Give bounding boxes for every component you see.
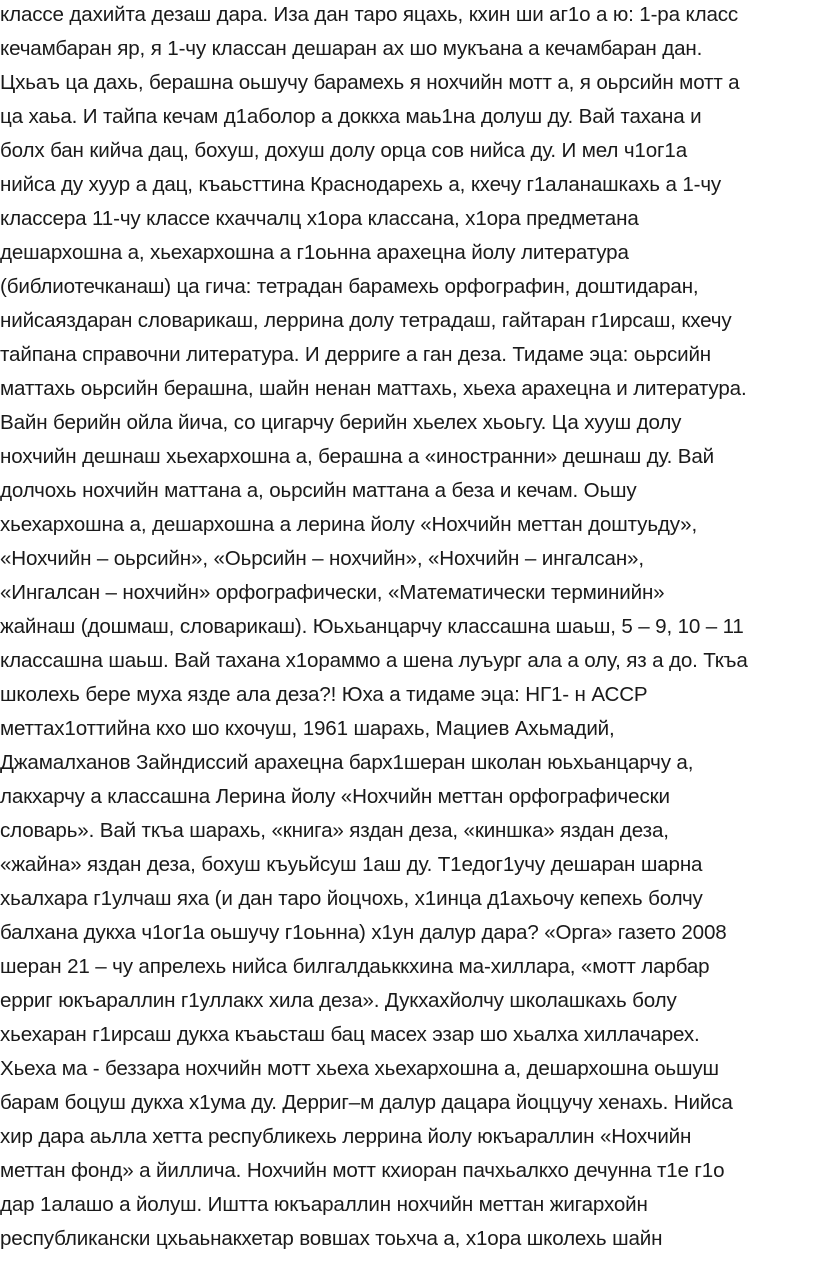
text-line: дешархошна а, хьехархошна а г1оьнна арахецна йолу литература	[0, 241, 629, 264]
text-line: «жайна» яздан деза, бохуш къуьйсуш 1аш ду. Т1едог1учу дешаран шарна	[0, 853, 703, 876]
text-line: жайнаш (дошмаш, словарикаш). Юьхьанцарчу классашна шаьш, 5 – 9, 10 – 11	[0, 615, 744, 638]
text-line: республикански цхьаьнакхетар вовшах тоьхча а, х1ора школехь шайн	[0, 1227, 663, 1250]
text-line: тайпана справочни литература. И дерриге а ган деза. Тидаме эца: оьрсийн	[0, 343, 712, 366]
text-line: болх бан кийча дац, бохуш, дохуш долу орца сов нийса ду. И мел ч1ог1а	[0, 139, 687, 162]
text-line: Цхьаъ ца дахь, берашна оьшучу барамехь я нохчийн мотт а, я оьрсийн мотт а	[0, 71, 740, 94]
text-line: классера 11-чу классе кхаччалц х1ора классана, х1ора предметана	[0, 207, 639, 230]
text-line: хьехархошна а, дешархошна а лерина йолу «Нохчийн меттан доштуьду»,	[0, 513, 698, 536]
text-line: нийса ду хуур а дац, къаьсттина Краснодарехь а, кхечу г1аланашкахь а 1-чу	[0, 173, 722, 196]
text-line: Джамалханов Зайндиссий арахецна барх1шеран школан юьхьанцарчу а,	[0, 751, 694, 774]
text-line: (библиотечканаш) ца гича: тетрадан барамехь орфографин, доштидаран,	[0, 275, 699, 298]
text-line: ца хаьа. И тайпа кечам д1аболор а доккха маь1на долуш ду. Вай тахана и	[0, 105, 702, 128]
text-line: маттахь оьрсийн берашна, шайн ненан маттахь, хьеха арахецна и литература.	[0, 377, 747, 400]
text-line: дар 1алашо а йолуш. Иштта юкъараллин нохчийн меттан жигархойн	[0, 1193, 648, 1216]
text-line: шеран 21 – чу апрелехь нийса билгалдаьккхина ма-хиллара, «мотт ларбар	[0, 955, 710, 978]
text-line: школехь бере муха язде ала деза?! Юха а тидаме эца: НГ1- н АССР	[0, 683, 648, 706]
text-line: кечамбаран яр, я 1-чу классан дешаран ах шо мукъана а кечамбаран дан.	[0, 37, 703, 60]
text-line: «Нохчийн – оьрсийн», «Оьрсийн – нохчийн», «Нохчийн – ингалсан»,	[0, 547, 644, 570]
text-line: нохчийн дешнаш хьехархошна а, берашна а «иностранни» дешнаш ду. Вай	[0, 445, 714, 468]
text-line: хир дара аьлла хетта республикехь леррина йолу юкъараллин «Нохчийн	[0, 1125, 692, 1148]
text-line: барам боцуш дукха х1ума ду. Дерриг–м далур дацара йоццучу хенахь. Нийса	[0, 1091, 733, 1114]
text-line: Хьеха ма - беззара нохчийн мотт хьеха хьехархошна а, дешархошна оьшуш	[0, 1057, 719, 1080]
text-line: балхана дукха ч1ог1а оьшучу г1оьнна) х1ун далур дара? «Орга» газето 2008	[0, 921, 727, 944]
text-line: классашна шаьш. Вай тахана х1ораммо а шена луъург ала а олу, яз а до. Ткъа	[0, 649, 748, 672]
text-line: словарь». Вай ткъа шарахь, «книга» яздан деза, «киншка» яздан деза,	[0, 819, 669, 842]
text-line: Вайн берийн ойла йича, со цигарчу берийн хьелех хьоьгу. Ца хууш долу	[0, 411, 682, 434]
text-line: «Ингалсан – нохчийн» орфографически, «Математически терминийн»	[0, 581, 665, 604]
text-line: лакхарчу а классашна Лерина йолу «Нохчийн меттан орфографически	[0, 785, 670, 808]
text-line: хьалхара г1улчаш яха (и дан таро йоцчохь, х1инца д1ахьочу кепехь болчу	[0, 887, 703, 910]
text-line: классе дахийта дезаш дара. Иза дан таро яцахь, кхин ши аг1о а ю: 1-ра класс	[0, 3, 739, 26]
text-line: нийсаяздаран словарикаш, леррина долу тетрадаш, гайтаран г1ирсаш, кхечу	[0, 309, 732, 332]
text-line: ерриг юкъараллин г1уллакх хила деза». Дукхахйолчу школашкахь болу	[0, 989, 677, 1012]
text-line: меттах1оттийна кхо шо кхочуш, 1961 шарахь, Мациев Ахьмадий,	[0, 717, 615, 740]
text-line: хьехаран г1ирсаш дукха къаьсташ бац масех эзар шо хьалха хиллачарех.	[0, 1023, 700, 1046]
text-line: меттан фонд» а йиллича. Нохчийн мотт кхиоран пачхьалкхо дечунна т1е г1о	[0, 1159, 725, 1182]
text-line: долчохь нохчийн маттана а, оьрсийн маттана а беза и кечам. Оьшу	[0, 479, 637, 502]
